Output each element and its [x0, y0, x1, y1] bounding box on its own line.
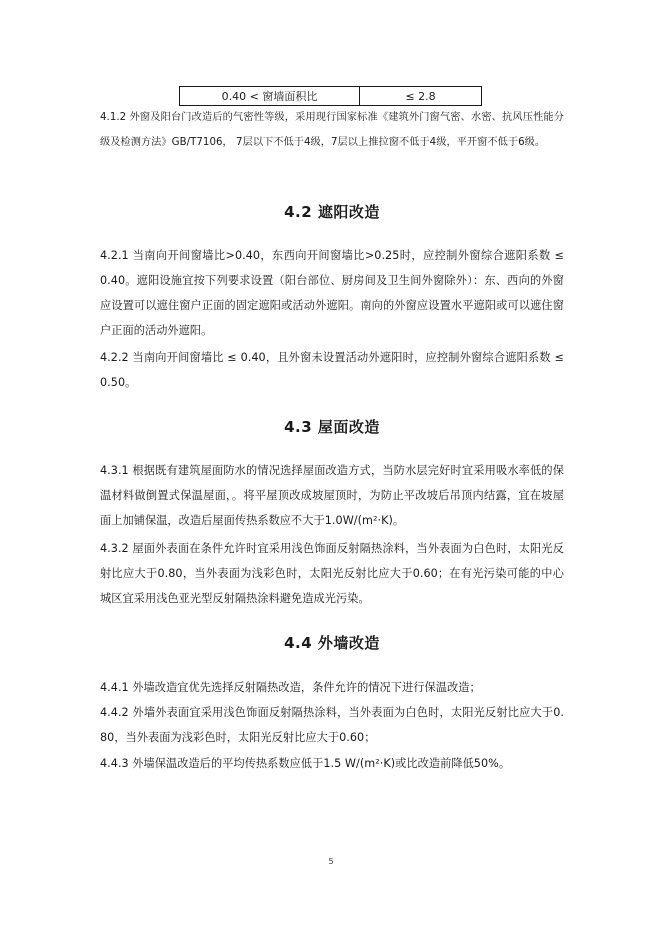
table-cell-ratio: 0.40 < 窗墙面积比 — [180, 87, 360, 105]
paragraph-4-3-1: 4.3.1 根据既有建筑屋面防水的情况选择屋面改造方式，当防水层完好时宜采用吸水率低的保温材料做倒置式保温屋面，。将平屋顶改成坡屋顶时，为防止平改坡后吊顶内结露，宜在坡屋面上加铺保温，改造后屋面传热系数应不大于1.0W/(m²·K)。 — [100, 464, 564, 527]
section-heading-4-3: 4.3 屋面改造 — [284, 418, 380, 436]
paragraph-4-4-3: 4.4.3 外墙保温改造后的平均传热系数应低于1.5 W/(m²·K)或比改造前降低50%。 — [100, 757, 511, 770]
paragraph-4-4-1: 4.4.1 外墙改造宜优先选择反射隔热改造，条件允许的情况下进行保温改造； — [100, 681, 481, 694]
paragraph-4-4-2: 4.4.2 外墙外表面宜采用浅色饰面反射隔热涂料，当外表面为白色时，太阳光反射比应大于0.80，当外表面为浅彩色时，太阳光反射比应大于0.60； — [100, 706, 564, 744]
paragraph-4-2-2: 4.2.2 当南向开间窗墙比 ≤ 0.40，且外窗未设置活动外遮阳时，应控制外窗综合遮阳系数 ≤ 0.50。 — [100, 351, 564, 389]
section-heading-4-2: 4.2 遮阳改造 — [284, 203, 380, 221]
paragraph-4-3-2: 4.3.2 屋面外表面在条件允许时宜采用浅色饰面反射隔热涂料，当外表面为白色时，太阳光反射比应大于0.80，当外表面为浅彩色时，太阳光反射比应大于0.60；在有光污染可能的中心城区宜采用浅色亚光型反射隔热涂料避免造成光污染。 — [100, 542, 564, 605]
section-heading-4-4: 4.4 外墙改造 — [284, 634, 380, 652]
page-number: 5 — [328, 857, 334, 866]
table-cell-value: ≤ 2.8 — [405, 89, 436, 103]
paragraph-4-2-1: 4.2.1 当南向开间窗墙比>0.40，东西向开间窗墙比>0.25时，应控制外窗综合遮阳系数 ≤ 0.40。遮阳设施宜按下列要求设置（阳台部位、厨房间及卫生间外窗除外）：东、西向的外窗应设置可以遮住窗户正面的固定遮阳或活动外遮阳。南向的外窗应设置水平遮阳或可以遮住窗户正面的活动外遮阳。 — [100, 249, 564, 337]
criteria-table-row — [179, 86, 482, 106]
paragraph-4-1-2: 4.1.2 外窗及阳台门改造后的气密性等级，采用现行国家标准《建筑外门窗气密、水密、抗风压性能分级及检测方法》GB/T7106， 7层以下不低于4级，7层以上推拉窗不低于4级，平开窗不低于6级。 — [100, 112, 564, 148]
